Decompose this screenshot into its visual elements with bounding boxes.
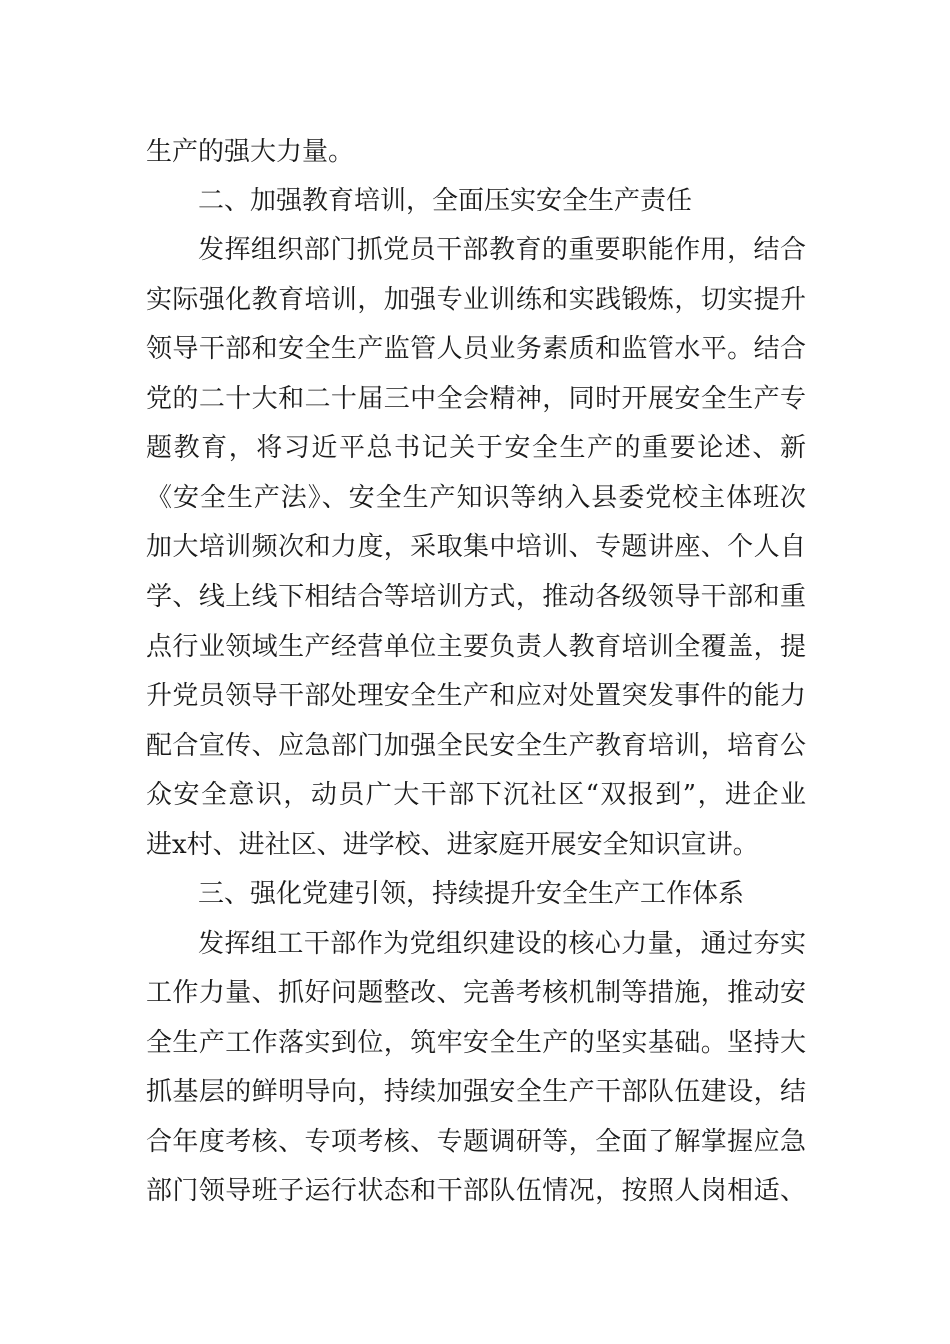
paragraph-line: 实际强化教育培训，加强专业训练和实践锻炼，切实提升 — [146, 285, 806, 315]
paragraph-line: 进x村、进社区、进学校、进家庭开展安全知识宣讲。 — [146, 830, 759, 860]
paragraph-line: 党的二十大和二十届三中全会精神，同时开展安全生产专 — [146, 384, 806, 414]
paragraph-line: 合年度考核、专项考核、专题调研等，全面了解掌握应急 — [146, 1127, 806, 1157]
paragraph-line: 全生产工作落实到位，筑牢安全生产的坚实基础。坚持大 — [146, 1028, 806, 1058]
paragraph-line: 《安全生产法》、安全生产知识等纳入县委党校主体班次 — [146, 483, 806, 513]
paragraph-line: 加大培训频次和力度，采取集中培训、专题讲座、个人自 — [146, 532, 806, 562]
paragraph-line: 抓基层的鲜明导向，持续加强安全生产干部队伍建设，结 — [146, 1077, 806, 1107]
paragraph-line: 题教育，将习近平总书记关于安全生产的重要论述、新 — [146, 433, 806, 463]
paragraph-line: 生产的强大力量。 — [146, 137, 355, 167]
paragraph-line: 学、线上线下相结合等培训方式，推动各级领导干部和重 — [146, 582, 806, 612]
paragraph-line: 工作力量、抓好问题整改、完善考核机制等措施，推动安 — [146, 978, 806, 1008]
paragraph-line: 部门领导班子运行状态和干部队伍情况，按照人岗相适、 — [146, 1176, 806, 1206]
section-heading: 二、加强教育培训，全面压实安全生产责任 — [198, 186, 693, 216]
section-heading: 三、强化党建引领，持续提升安全生产工作体系 — [198, 879, 745, 909]
paragraph-line: 发挥组工干部作为党组织建设的核心力量，通过夯实 — [198, 929, 806, 959]
paragraph-line: 配合宣传、应急部门加强全民安全生产教育培训，培育公 — [146, 731, 806, 761]
paragraph-line: 领导干部和安全生产监管人员业务素质和监管水平。结合 — [146, 334, 806, 364]
paragraph-line: 点行业领域生产经营单位主要负责人教育培训全覆盖，提 — [146, 632, 806, 662]
paragraph-line: 升党员领导干部处理安全生产和应对处置突发事件的能力 — [146, 681, 806, 711]
paragraph-line: 众安全意识，动员广大干部下沉社区“双报到”，进企业 — [146, 780, 806, 810]
paragraph-line: 发挥组织部门抓党员干部教育的重要职能作用，结合 — [198, 235, 806, 265]
